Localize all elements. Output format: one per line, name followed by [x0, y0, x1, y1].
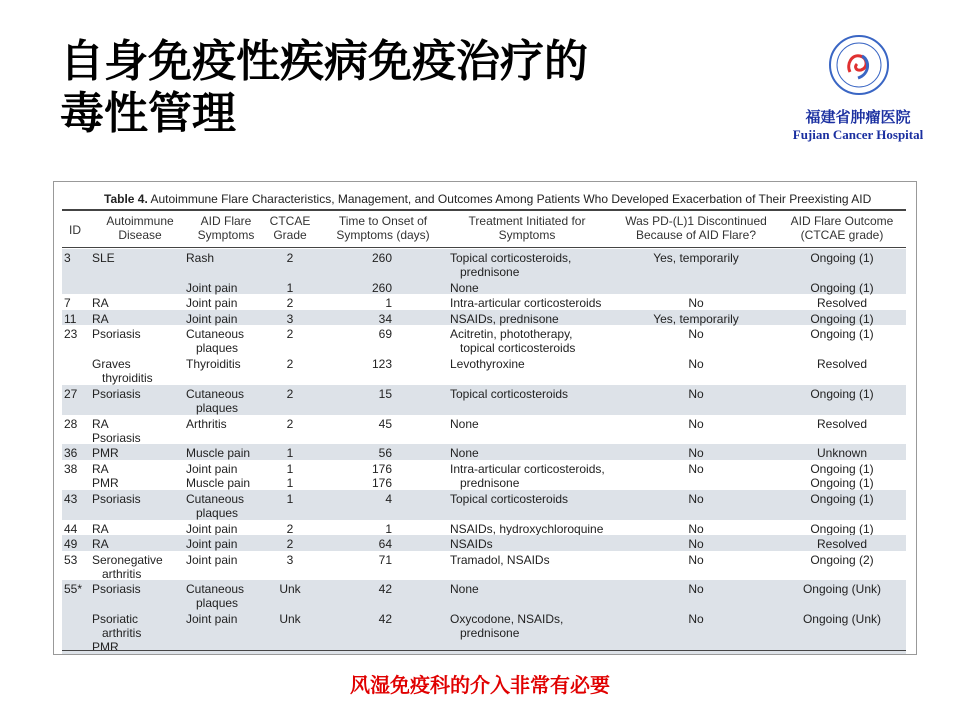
cell-id: 43	[64, 491, 78, 506]
header-symptoms	[184, 214, 268, 242]
cell-treatment: Tramadol, NSAIDs	[450, 552, 550, 567]
cell-grade: 3	[286, 552, 294, 567]
cell-pd-discontinued: No	[688, 446, 704, 461]
cell-time: 69	[378, 327, 392, 342]
cell-time: 45	[378, 416, 392, 431]
cell-id: 11	[64, 311, 77, 326]
cell-pd-discontinued: No	[688, 612, 704, 627]
cell-time: 15	[378, 386, 392, 401]
cell-symptoms: Joint pain	[186, 296, 238, 311]
cell-symptoms: Cutaneous plaques	[186, 327, 245, 356]
cell-id: 27	[64, 386, 78, 401]
table-row	[62, 294, 906, 310]
header-time-line2: Symptoms (days)	[336, 228, 430, 242]
cell-treatment: None	[450, 582, 479, 597]
cell-symptoms: Thyroiditis	[186, 357, 241, 372]
header-symptoms-line2: Symptoms	[197, 228, 255, 242]
cell-pd-discontinued: No	[688, 296, 704, 311]
cell-treatment: NSAIDs, hydroxychloroquine	[450, 521, 604, 536]
cell-pd-discontinued: No	[688, 386, 704, 401]
cell-symptoms: Cutaneous plaques	[186, 491, 245, 520]
table-caption-text: Autoimmune Flare Characteristics, Management, and Outcomes Among Patients Who Developed Exacerbation of Their Preexisting AID	[150, 192, 872, 206]
cell-time: 42	[378, 582, 392, 597]
cell-pd-discontinued: No	[688, 327, 704, 342]
footnote-note: 风湿免疫科的介入非常有必要	[350, 673, 610, 697]
cell-grade: 2	[286, 296, 294, 311]
cell-disease: RA	[92, 537, 109, 552]
cell-symptoms: Muscle pain	[186, 446, 251, 461]
cell-id: 23	[64, 327, 78, 342]
cell-pd-discontinued: No	[688, 582, 704, 597]
cell-time: 176 176	[371, 461, 392, 490]
cell-pd-discontinued: No	[688, 357, 704, 372]
cell-outcome: Ongoing (1)	[810, 327, 874, 342]
cell-grade: 1	[286, 491, 294, 506]
cell-grade: 1	[286, 280, 294, 295]
cell-disease: Psoriatic arthritis PMR	[92, 612, 142, 655]
cell-time: 56	[378, 446, 392, 461]
cell-treatment: Intra-articular corticosteroids	[450, 296, 602, 311]
cell-pd-discontinued: Yes, temporarily	[653, 311, 739, 326]
cell-time: 34	[378, 311, 392, 326]
header-treatment	[452, 214, 602, 242]
cell-outcome: Ongoing (1)	[810, 251, 874, 265]
cell-pd-discontinued: No	[688, 491, 704, 506]
table-row	[62, 325, 906, 355]
table-row	[62, 355, 906, 385]
header-pd	[614, 214, 778, 242]
cell-id: 53	[64, 552, 78, 567]
cell-outcome: Ongoing (2)	[810, 552, 874, 567]
hospital-name-cn: 福建省肿瘤医院	[805, 108, 911, 126]
cell-disease: SLE	[92, 251, 115, 265]
cell-disease: RA	[92, 296, 109, 311]
cell-pd-discontinued: No	[688, 537, 704, 552]
table-row	[62, 460, 906, 490]
cell-outcome: Resolved	[816, 296, 868, 311]
hospital-logo-icon	[828, 34, 890, 96]
cell-treatment: NSAIDs, prednisone	[450, 311, 559, 326]
cell-symptoms: Cutaneous plaques	[186, 582, 245, 611]
cell-treatment: Acitretin, phototherapy, topical corticosteroids	[450, 327, 576, 356]
cell-time: 260	[371, 280, 392, 295]
cell-id: 7	[64, 296, 71, 311]
cell-treatment: Topical corticosteroids, prednisone	[450, 251, 572, 279]
cell-pd-discontinued: Yes, temporarily	[653, 251, 739, 265]
cell-pd-discontinued: No	[688, 521, 704, 536]
cell-time: 260	[371, 251, 392, 265]
cell-disease: Psoriasis	[92, 582, 141, 597]
cell-grade: 2	[286, 521, 294, 536]
table-rule-header	[62, 247, 906, 248]
cell-symptoms: Joint pain	[186, 311, 238, 326]
cell-symptoms: Joint pain	[186, 537, 238, 552]
cell-treatment: Intra-articular corticosteroids, prednisone	[450, 461, 605, 490]
cell-treatment: Oxycodone, NSAIDs, prednisone	[450, 612, 564, 641]
table-rule-bottom	[62, 650, 906, 651]
cell-symptoms: Joint pain	[186, 612, 238, 627]
cell-treatment: None	[450, 416, 479, 431]
header-time-line1: Time to Onset of	[338, 214, 428, 228]
cell-grade: 1	[286, 446, 294, 461]
table-row	[62, 415, 906, 445]
cell-id: 3	[64, 251, 71, 265]
table-row	[62, 279, 906, 295]
cell-outcome: Ongoing (1)	[810, 521, 874, 536]
header-symptoms-line1: AID Flare	[200, 214, 252, 228]
cell-grade: 1 1	[286, 461, 294, 490]
cell-disease: Seronegative arthritis	[92, 552, 163, 581]
table-rule-top	[62, 209, 906, 211]
header-disease-line1: Autoimmune	[106, 214, 174, 228]
hospital-name-en: Fujian Cancer Hospital	[792, 127, 924, 142]
cell-grade: Unk	[279, 612, 301, 627]
cell-grade: 2	[286, 386, 294, 401]
cell-treatment: None	[450, 280, 479, 295]
cell-treatment: NSAIDs	[450, 537, 493, 552]
cell-treatment: Levothyroxine	[450, 357, 525, 372]
table-row	[62, 551, 906, 581]
cell-time: 71	[378, 552, 392, 567]
cell-time: 1	[385, 296, 392, 311]
cell-id: 49	[64, 537, 78, 552]
cell-disease: RA	[92, 311, 109, 326]
cell-pd-discontinued: No	[688, 461, 704, 476]
table-row	[62, 610, 906, 654]
cell-outcome: Ongoing (Unk)	[802, 612, 882, 627]
table-caption-label: Table 4.	[104, 192, 148, 206]
table-row	[62, 535, 906, 551]
table-row	[62, 520, 906, 536]
cell-disease: RA Psoriasis	[92, 416, 141, 445]
cell-outcome: Resolved	[816, 416, 868, 431]
cell-disease: Psoriasis	[92, 386, 141, 401]
cell-time: 1	[385, 521, 392, 536]
slide-title-line2: 毒性管理	[60, 88, 236, 139]
cell-symptoms: Joint pain	[186, 552, 238, 567]
cell-pd-discontinued: No	[688, 552, 704, 567]
header-treatment-line2: Symptoms	[498, 228, 556, 242]
slide-title	[60, 36, 680, 140]
cell-id: 36	[64, 446, 78, 461]
cell-treatment: Topical corticosteroids	[450, 386, 569, 401]
cell-time: 123	[371, 357, 392, 372]
header-outcome	[780, 214, 904, 242]
cell-disease: RA PMR	[92, 461, 119, 490]
header-disease	[94, 214, 186, 242]
cell-treatment: None	[450, 446, 479, 461]
header-pd-line2: Because of AID Flare?	[635, 228, 757, 242]
cell-symptoms: Arthritis	[186, 416, 227, 431]
table-row	[62, 249, 906, 279]
header-outcome-line2: (CTCAE grade)	[800, 228, 884, 242]
table-header	[62, 214, 906, 246]
cell-id: 55*	[64, 582, 83, 597]
cell-id: 44	[64, 521, 78, 536]
cell-outcome: Ongoing (1)	[810, 386, 874, 401]
data-table-figure	[53, 181, 917, 655]
cell-pd-discontinued: No	[688, 416, 704, 431]
cell-disease: Graves thyroiditis	[92, 357, 153, 386]
header-id: ID	[69, 223, 81, 237]
cell-disease: Psoriasis	[92, 327, 141, 342]
cell-outcome: Ongoing (1)	[810, 311, 874, 326]
header-treatment-line1: Treatment Initiated for	[468, 214, 586, 228]
cell-grade: 2	[286, 327, 294, 342]
header-time	[328, 214, 438, 242]
cell-disease: Psoriasis	[92, 491, 141, 506]
header-grade	[266, 214, 314, 242]
cell-outcome: Ongoing (1) Ongoing (1)	[810, 461, 874, 490]
header-grade-line2: Grade	[273, 228, 307, 242]
header-disease-line2: Disease	[118, 228, 162, 242]
cell-time: 42	[378, 612, 392, 627]
cell-time: 4	[385, 491, 392, 506]
cell-time: 64	[378, 537, 392, 552]
cell-outcome: Resolved	[816, 357, 868, 372]
cell-id: 38	[64, 461, 78, 476]
table-caption	[104, 192, 904, 206]
table-row	[62, 310, 906, 326]
cell-grade: 2	[286, 357, 294, 372]
cell-grade: Unk	[279, 582, 301, 597]
cell-disease: RA	[92, 521, 109, 536]
header-outcome-line1: AID Flare Outcome	[790, 214, 894, 228]
cell-treatment: Topical corticosteroids	[450, 491, 569, 506]
slide-title-line1: 自身免疫性疾病免疫治疗的	[60, 36, 588, 87]
table-row	[62, 385, 906, 415]
table-row	[62, 444, 906, 460]
cell-outcome: Unknown	[816, 446, 868, 461]
cell-grade: 2	[286, 416, 294, 431]
table-row	[62, 490, 906, 520]
table-body	[62, 249, 906, 654]
cell-disease: PMR	[92, 446, 119, 461]
cell-symptoms: Rash	[186, 251, 215, 265]
cell-id: 28	[64, 416, 78, 431]
cell-outcome: Ongoing (Unk)	[802, 582, 882, 597]
cell-symptoms: Cutaneous plaques	[186, 386, 245, 415]
cell-symptoms: Joint pain Muscle pain	[186, 461, 251, 490]
cell-outcome: Resolved	[816, 537, 868, 552]
cell-symptoms: Joint pain	[186, 280, 238, 295]
cell-outcome: Ongoing (1)	[810, 280, 874, 295]
cell-grade: 2	[286, 251, 294, 265]
cell-grade: 3	[286, 311, 294, 326]
cell-grade: 2	[286, 537, 294, 552]
table-row	[62, 580, 906, 610]
header-pd-line1: Was PD-(L)1 Discontinued	[625, 214, 767, 228]
header-grade-line1: CTCAE	[269, 214, 311, 228]
cell-symptoms: Joint pain	[186, 521, 238, 536]
cell-outcome: Ongoing (1)	[810, 491, 874, 506]
